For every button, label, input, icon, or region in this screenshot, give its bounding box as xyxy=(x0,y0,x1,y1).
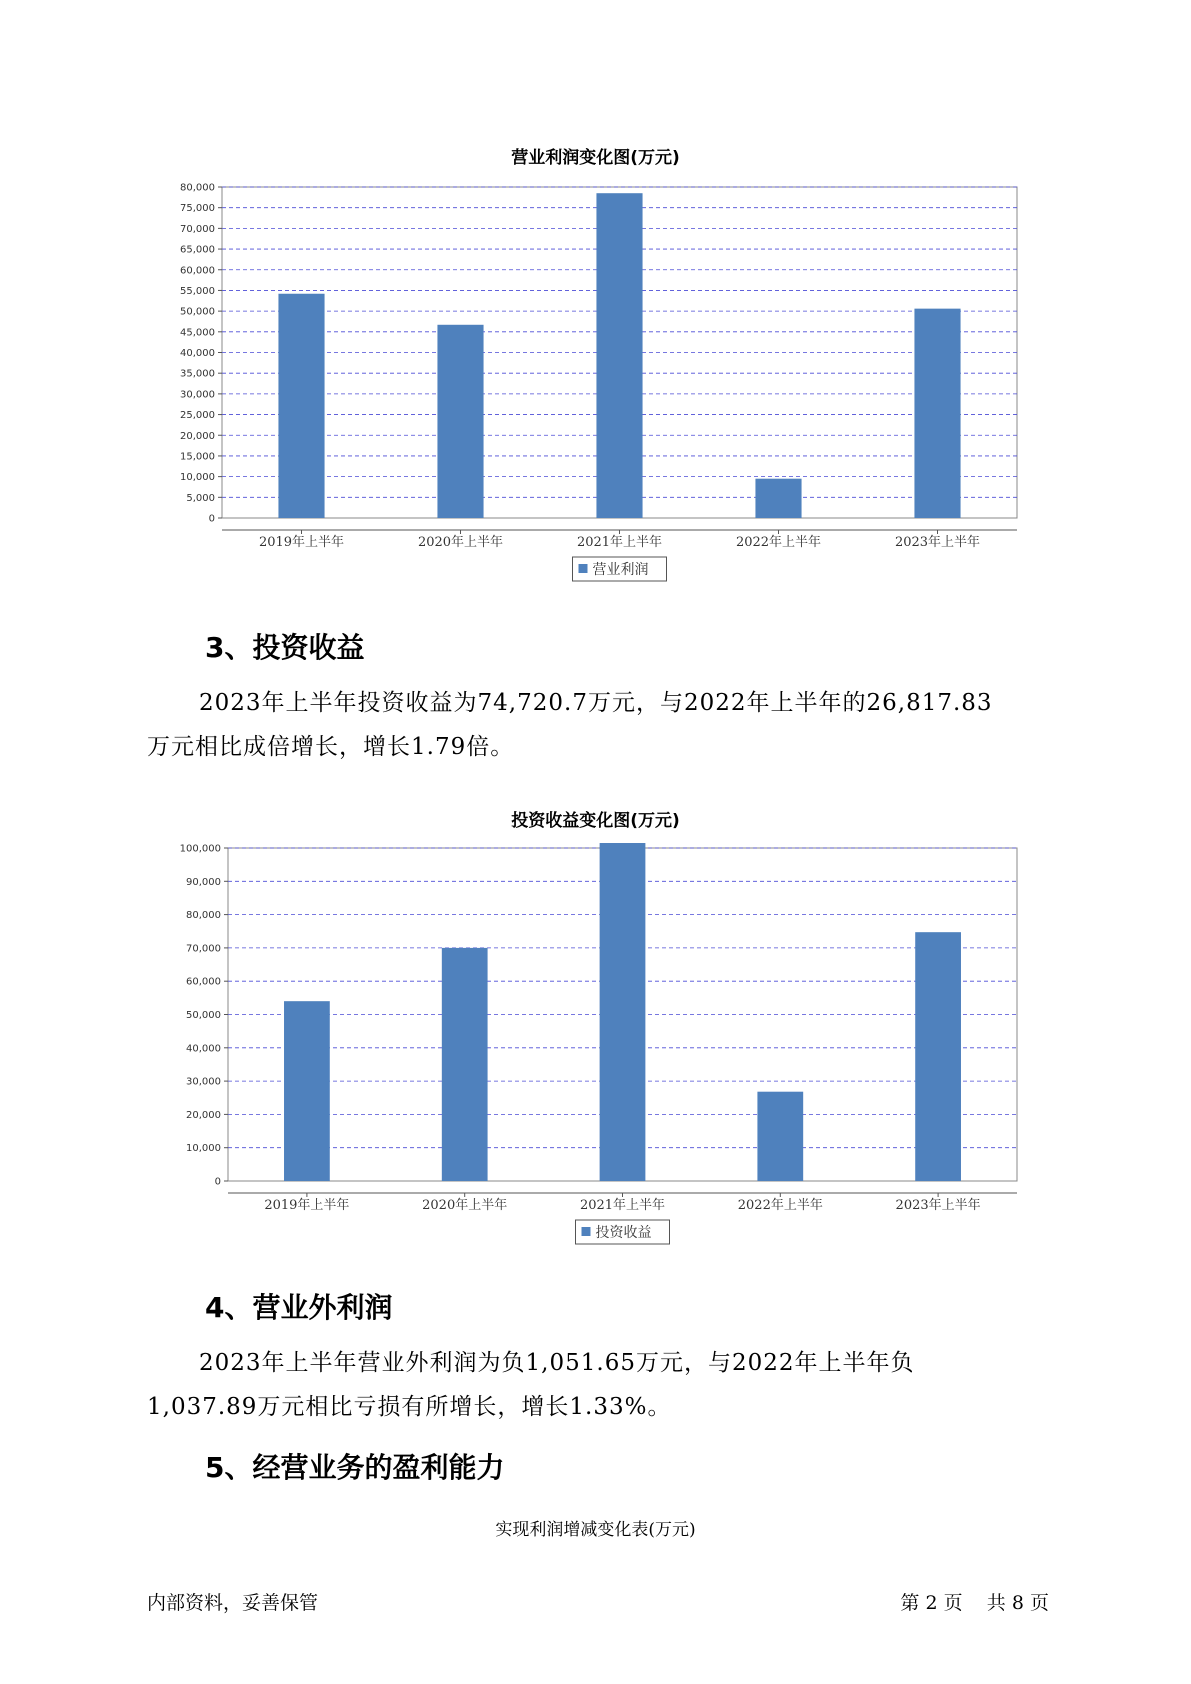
x-tick-label: 2021年上半年 xyxy=(576,535,663,550)
y-tick-label: 10,000 xyxy=(180,472,215,484)
y-tick-label: 35,000 xyxy=(180,368,215,380)
legend-label: 投资收益 xyxy=(595,1225,652,1241)
y-tick-label: 5,000 xyxy=(186,492,215,504)
y-tick-label: 80,000 xyxy=(180,182,215,194)
section-heading-non-operating-profit: 4、营业外利润 xyxy=(205,1291,393,1324)
y-tick-label: 70,000 xyxy=(180,223,215,235)
footer-page-indicator xyxy=(900,1588,1049,1615)
total-prefix: 共 xyxy=(986,1592,1006,1614)
bar xyxy=(284,1001,330,1181)
y-tick-label: 65,000 xyxy=(180,244,215,256)
footer-confidential-note: 内部资料，妥善保管 xyxy=(147,1592,319,1614)
y-tick-label: 100,000 xyxy=(179,843,221,855)
table-caption: 实现利润增减变化表(万元) xyxy=(495,1520,696,1540)
y-tick-label: 50,000 xyxy=(180,306,215,318)
y-tick-label: 25,000 xyxy=(180,410,215,422)
y-tick-label: 70,000 xyxy=(186,943,221,955)
x-tick-label: 2023年上半年 xyxy=(894,535,981,550)
y-tick-label: 0 xyxy=(208,513,215,525)
total-unit: 页 xyxy=(1029,1592,1049,1614)
y-tick-label: 40,000 xyxy=(180,348,215,359)
y-tick-label: 40,000 xyxy=(186,1043,221,1055)
x-tick-label: 2022年上半年 xyxy=(737,1198,823,1213)
bar xyxy=(442,948,488,1181)
paragraph-line: 2023年上半年营业外利润为负1,051.65万元，与2022年上半年负 xyxy=(199,1350,915,1376)
x-tick-label: 2023年上半年 xyxy=(895,1198,981,1213)
x-tick-label: 2020年上半年 xyxy=(422,1198,508,1213)
chart-title: 营业利润变化图(万元) xyxy=(511,148,680,168)
y-tick-label: 20,000 xyxy=(186,1109,221,1121)
bar xyxy=(600,843,646,1181)
x-tick-label: 2019年上半年 xyxy=(258,535,345,550)
y-tick-label: 80,000 xyxy=(186,910,221,922)
x-tick-label: 2022年上半年 xyxy=(735,535,822,550)
legend-label: 营业利润 xyxy=(592,562,649,578)
y-tick-label: 60,000 xyxy=(180,265,215,277)
section-heading-profitability: 5、经营业务的盈利能力 xyxy=(205,1451,505,1484)
y-tick-label: 10,000 xyxy=(186,1143,221,1155)
x-tick-label: 2019年上半年 xyxy=(264,1198,350,1213)
y-tick-label: 90,000 xyxy=(186,876,221,888)
bar xyxy=(915,932,961,1181)
x-tick-label: 2020年上半年 xyxy=(417,535,504,550)
page-number: 2 xyxy=(925,1592,938,1614)
y-tick-label: 30,000 xyxy=(186,1076,221,1088)
chart-title: 投资收益变化图(万元) xyxy=(511,811,680,831)
total-pages: 8 xyxy=(1011,1592,1024,1614)
page-prefix: 第 xyxy=(900,1592,920,1614)
y-tick-label: 75,000 xyxy=(180,203,215,215)
legend xyxy=(576,1220,670,1244)
x-tick-label: 2021年上半年 xyxy=(579,1198,666,1213)
paragraph-line: 万元相比成倍增长，增长1.79倍。 xyxy=(147,734,515,760)
paragraph-line: 1,037.89万元相比亏损有所增长，增长1.33%。 xyxy=(147,1394,672,1420)
section-heading-investment-income: 3、投资收益 xyxy=(205,631,365,664)
y-tick-label: 30,000 xyxy=(180,389,215,401)
y-tick-label: 50,000 xyxy=(186,1010,221,1021)
y-tick-label: 20,000 xyxy=(180,430,215,442)
y-tick-label: 45,000 xyxy=(180,327,215,339)
legend-swatch xyxy=(582,1227,591,1236)
page-unit: 页 xyxy=(943,1592,963,1614)
y-tick-label: 0 xyxy=(214,1176,221,1188)
y-tick-label: 15,000 xyxy=(180,451,215,463)
bar xyxy=(757,1092,803,1181)
non-operating-profit-paragraph xyxy=(147,1341,1067,1429)
y-tick-label: 55,000 xyxy=(180,285,215,297)
y-tick-label: 60,000 xyxy=(186,976,221,988)
paragraph-line: 2023年上半年投资收益为74,720.7万元，与2022年上半年的26,817.83 xyxy=(199,690,993,716)
